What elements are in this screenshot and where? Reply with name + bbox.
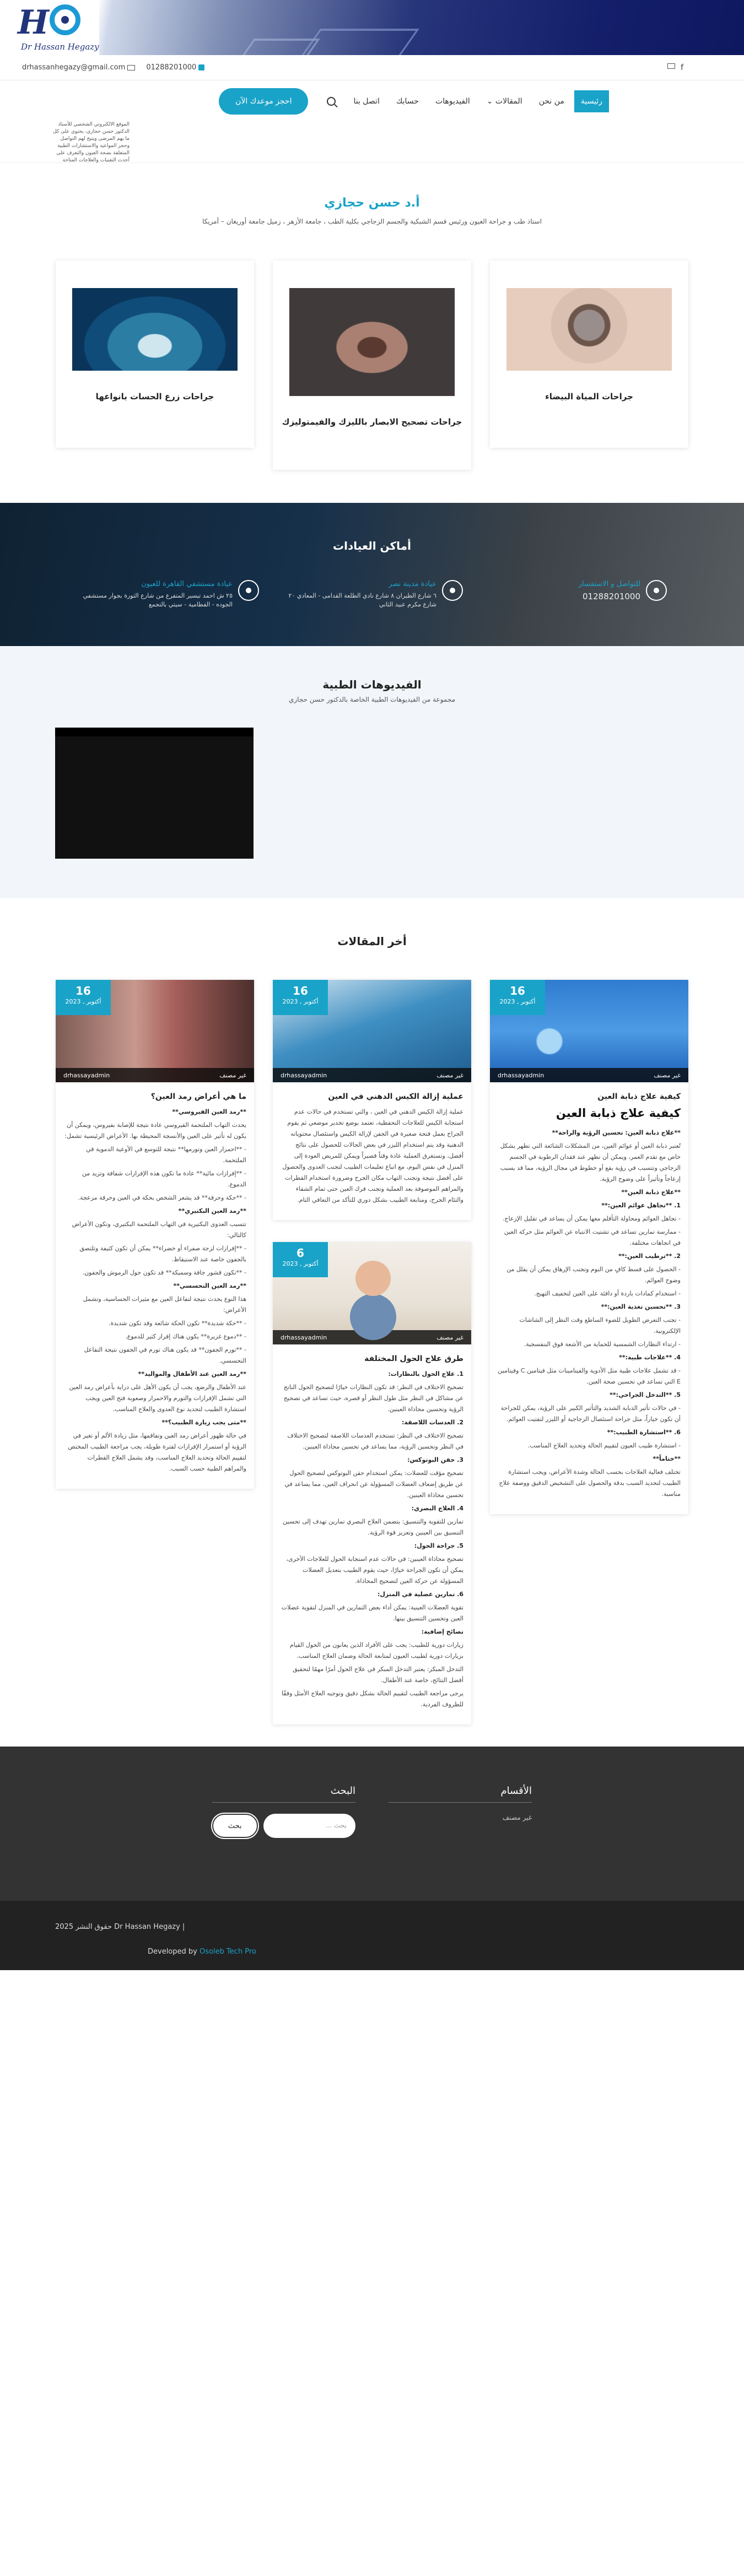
article-paragraph: تصحيح محاذاة العينين: في حالات عدم استجابة الحول للعلاجات الأخرى، يمكن أن تكون الجراحة خيارًا، حيث يقوم الطبيب بتعديل العضلات المسؤولة عن حركة العين لتصحيح المحاذاة. (286, 1555, 463, 1585)
nav-item-articles[interactable] (480, 90, 529, 112)
clinic-title: عيادة مدينة نصر (389, 580, 436, 588)
service-title: جراحات تصحيح الابصار بالليزك والفيمتوليزك (282, 417, 462, 427)
services-grid (0, 247, 744, 503)
article-paragraph: 4. العلاج البصري: (411, 1505, 463, 1512)
clinics-section (0, 503, 744, 646)
lens-image (72, 288, 238, 371)
article-paragraph: تختلف فعالية العلاجات بحسب الحالة وشدة الأعراض، ويجب استشارة الطبيب لتحديد السبب بدقة والحصول على التشخيص الدقيق ووصفة علاج مناسبة. (499, 1468, 681, 1498)
article-paragraph: في حالة ظهور أعراض رمد العين وتفاقمها، مثل زيادة الألم أو تغير في الرؤية أو استمرار الإفرازات لفترة طويلة، يجب مراجعة الطبيب المختص لتقييم الحالة وتحديد العلاج المناسب، وقد يشمل العلاج القطرات والمراهم الطبية حسب السبب. (68, 1432, 246, 1472)
email-contact[interactable] (22, 63, 135, 72)
facebook-icon[interactable]: f (681, 63, 683, 72)
date-month: أكتوبر , 2023 (499, 998, 536, 1005)
service-card-lens[interactable] (56, 261, 254, 448)
article-image (273, 980, 471, 1082)
videos-subtitle: مجموعة من الفيديوهات الطبية الخاصة بالدكتور حسن حجازي (288, 696, 456, 703)
article-paragraph: - الحصول على قسط كافٍ من النوم وتجنب الإرهاق يمكن أن يقلل من وضوح العوائم. (506, 1266, 681, 1284)
banner-decoration (297, 29, 419, 55)
phone-contact[interactable] (146, 63, 204, 72)
article-paragraph: هذا النوع يحدث نتيجة لتفاعل العين مع مثيرات الحساسية، وتشمل الأعراض: (83, 1295, 246, 1314)
site-description: الموقع الالكتروني الشخصي للأستاذ الدكتور حسن حجازي، يحتوي على كل ما يهم المرضى ويتيح لهم التواصل وحجز المواعيد والاستشارات الطبية المتعلقة بصحة العيون والتعرف على أحدث التقنيات والعلاجات المتاحة (53, 122, 130, 163)
article-paragraph: **علاج ذبابة العين: تحسين الرؤية والراحة** (552, 1129, 681, 1136)
article-author[interactable]: drhassayadmin (281, 1333, 327, 1341)
article-title[interactable]: ما هي أعراض رمد العين؟ (150, 1092, 246, 1101)
article-heading: كيفية علاج ذبابة العين (556, 1107, 681, 1120)
footer (0, 1747, 744, 1901)
date-day: 6 (296, 1246, 304, 1260)
article-paragraph: 1. **تجاهل عوائم العين:** (601, 1202, 681, 1209)
date-badge (273, 980, 328, 1015)
article-paragraph: - ارتداء النظارات الشمسية للحماية من الأشعة فوق البنفسجية. (524, 1341, 681, 1348)
videos-section (0, 646, 744, 898)
article-author[interactable]: drhassayadmin (498, 1071, 544, 1079)
clinic-title: للتواصل و الاستفسار (578, 580, 640, 588)
eye-logo-icon (50, 4, 80, 35)
doctor-name: أ.د حسن حجازي (324, 196, 420, 210)
article-paragraph: تصحيح الاختلاف في النظر: قد تكون النظارات خيارًا لتصحيح الحول الناتج عن مشاكل في النظر مثل طول النظر أو قصره، حيث تساعد في تصحيح الرؤية وتحسين محاذاة العينين. (283, 1384, 463, 1413)
developer-credit (0, 1948, 744, 1956)
article-paragraph: **متى يجب زيارة الطبيب؟** (161, 1419, 246, 1426)
email-text: drhassanhegazy@gmail.com (22, 63, 126, 72)
article-paragraph: 5. جراحة الحول: (414, 1542, 463, 1549)
navbar (0, 80, 744, 163)
article-paragraph: - استخدام كمادات باردة أو دافئة على العين لتخفيف التهيج. (534, 1290, 681, 1297)
logo-mark: H (18, 3, 49, 42)
article-image (273, 1242, 471, 1344)
date-month: أكتوبر , 2023 (282, 1260, 319, 1267)
developed-by-label: Developed by (148, 1948, 197, 1956)
video-player[interactable] (55, 728, 254, 859)
article-paragraphs (281, 1107, 463, 1206)
hero-section (0, 163, 744, 247)
article-paragraph: - استشارة طبيب العيون لتقييم الحالة وتحديد العلاج المناسب. (527, 1442, 681, 1449)
copyright-bar (0, 1901, 744, 1970)
date-badge (490, 980, 545, 1015)
mail-icon[interactable] (667, 63, 675, 69)
article-paragraph: تمارين للتقوية والتنسيق: يتضمن العلاج البصري تمارين تهدف إلى تحسين التنسيق بين العينين وتعزيز قوة الرؤية. (283, 1518, 463, 1536)
nav-item-contact[interactable]: اتصل بنا (353, 97, 380, 106)
article-paragraph: - **تورم الجفون** قد يكون هناك تورم في الجفون نتيجة التفاعل التحسسي. (84, 1346, 246, 1364)
article-card[interactable] (56, 980, 254, 1489)
article-paragraphs (498, 1127, 681, 1500)
footer-categories-title: الأقسام (389, 1785, 532, 1803)
article-paragraph: **رمد العين البكتيري** (178, 1207, 246, 1214)
article-meta (490, 1068, 688, 1082)
clinic-nasr-city (281, 580, 463, 609)
article-category[interactable]: غير مصنف (436, 1333, 463, 1341)
article-author[interactable]: drhassayadmin (63, 1071, 110, 1079)
article-paragraph: 4. **علاجات طبية:** (619, 1354, 681, 1361)
date-day: 16 (76, 984, 91, 997)
clinic-address: ٦ شارع الطيران ٨ شارع نادي الطلعة القدامى - المعادي ٢٠ شارع مكرم عبيد الثاني (288, 592, 436, 608)
article-paragraph: - **إفرازات لزجة صفراء أو خضراء** يمكن أن تكون كثيفة وتلتصق بالجفون خاصة عند الاستيقاظ. (79, 1245, 246, 1263)
article-paragraph: - **حكة وحرقة** قد يشعر الشخص بحكة في العين وحرقة مزعجة. (78, 1194, 246, 1201)
copyright-text: حقوق النشر 2025 Dr Hassan Hegazy | (55, 1923, 185, 1931)
service-title: جراحات زرع الحسات بانواعها (95, 392, 214, 402)
article-paragraph: **رمد العين الفيروسي** (172, 1108, 246, 1115)
location-pin-icon (238, 580, 259, 601)
article-paragraph: تُعتبر ذبابة العين أو عوائم العين، من المشكلات الشائعة التي تظهر بشكل خاص مع تقدم العمر، ويمكن أن تظهر عند فقدان الرطوبة في الجسم الزجاجي وتتسبب في رؤية بقع أو خطوط في مجال الرؤية، مما قد يسبب إزعاجاً وتأثيراً على وضوح الرؤية. (500, 1142, 681, 1183)
footer-search (212, 1785, 355, 1838)
articles-section (0, 898, 744, 1747)
article-paragraph: يرجى مراجعة الطبيب لتقييم الحالة بشكل دقيق وتوجيه العلاج الأمثل وفقًا للظروف الفردية. (282, 1690, 463, 1708)
articles-title: أخر المقالات (337, 935, 407, 948)
article-paragraph: تصحيح مؤقت للعضلات: يمكن استخدام حقن البوتوكس لتصحيح الحول عن طريق إضعاف العضلات المسؤولة عن انحراف العين، مما يساعد في تحسين محاذاة العينين. (284, 1469, 463, 1499)
article-paragraph: - تجنب التعرض الطويل للضوء الساطع وقت النظر إلى الشاشات الإلكترونية. (519, 1316, 681, 1335)
article-category[interactable]: غير مصنف (654, 1071, 681, 1079)
nav-item-about[interactable]: من نحن (538, 97, 564, 106)
article-paragraphs (281, 1369, 463, 1710)
location-pin-icon (646, 580, 667, 601)
article-paragraph: عملية إزالة الكيس الدهني في العين ، والتي تستخدم في حالات عدم استجابة الكيس للعلاجات التحفظية، تعتمد بوضع تخدير موضعي ثم يقوم الجراح بعمل فتحة صغيرة في الجفن لإزالة الكيس واستئصال محتوياته الدهنية وقد يتم استخدام الليزر في بعض الحالات للحصول على نتائج أفضل، وتستغرق العملية عادة وقتاً قصيراً ويمكن للمريض العودة إلى المنزل في نفس اليوم، مع اتباع تعليمات الطبيب لتجنب العدوى والحصول على أفضل نتيجة وتجنب التهاب مكان الجرح وضرورة استخدام القطرات والمراهم الموصوفة بعد العملية وتجنب فرك العين حتى تمام الشفاء والتئام الجرح، ومتابعة الطبيب بشكل دوري للتأكد من التعافي التام. (282, 1108, 463, 1203)
article-paragraph: - في حالات تأثير الذبابة الشديد والتأثير الكبير على الرؤية، يمكن للجراحة أن تكون خياراً، مثل جراحة استئصال الزجاجية أو الليزر لتفتيت العوائم. (500, 1404, 681, 1423)
service-card-cataract[interactable] (490, 261, 688, 448)
article-meta (56, 1068, 254, 1082)
search-input[interactable]: بحث ... (263, 1814, 355, 1838)
article-paragraph: عند الأطفال والرضع، يجب أن يكون الأهل على دراية بأعراض رمد العين التي تشمل الإفرازات والتورم والاحمرار وصعوبة فتح العين ويجب استشارة الطبيب لتحديد نوع العدوى والعلاج المناسب. (69, 1384, 246, 1413)
article-body (490, 1082, 688, 1514)
article-paragraph: - **حكة شديدة** تكون الحكة شائعة وقد تكون شديدة. (109, 1320, 246, 1327)
nav-item-articles-label: المقالات (495, 97, 522, 106)
chevron-down-icon: ⌄ (486, 97, 493, 106)
search-button[interactable]: بحث (212, 1814, 258, 1838)
article-paragraph: - ممارسة تمارين تساعد في تشتيت الانتباه عن العوائم مثل حركة العين في اتجاهات مختلفة. (504, 1228, 681, 1246)
service-card-lasik[interactable] (273, 261, 471, 470)
article-image (56, 980, 254, 1082)
clinic-address: ٢٥ ش احمد تيسير المتفرع من شارع الثورة بجوار مستشفي الجوده - القطامية - سيتي بالتجمع (83, 592, 233, 608)
article-title[interactable]: طرق علاج الحول المختلفة (364, 1354, 463, 1363)
clinic-phone[interactable]: 01288201000 (583, 592, 640, 601)
clinic-contact (485, 580, 667, 609)
article-paragraph: 3. حقن البوتوكس: (407, 1456, 463, 1463)
article-paragraph: - قد تشمل علاجات طبية مثل الأدوية والفيتامينات مثل فيتامين C وفيتامين E التي تساعد في تحسين صحة العين. (498, 1367, 681, 1385)
developer-link[interactable]: Osoleb Tech Pro (200, 1948, 256, 1956)
logo-name: Dr Hassan Hegazy (21, 42, 99, 52)
article-paragraph: - **تكون قشور جافة وسميكة** قد تكون حول الرموش والجفون. (82, 1269, 246, 1276)
clinic-cairo-eye (77, 580, 259, 609)
article-body (56, 1082, 254, 1489)
article-paragraphs (63, 1107, 246, 1474)
doctor-bio: استاذ طب و جراحة العيون ورئيس قسم الشبكية والجسم الزجاجي بكلية الطب ، جامعة الأزهر ، زميل جامعة أوريغان – أمريكا (202, 218, 542, 225)
date-badge (56, 980, 111, 1015)
date-month: أكتوبر , 2023 (282, 998, 319, 1005)
date-day: 16 (293, 984, 308, 997)
nav-item-videos[interactable]: الفيديوهات (435, 97, 470, 106)
article-card[interactable] (273, 980, 471, 1220)
site-logo[interactable] (6, 0, 99, 55)
videos-title: الفيديوهات الطبية (322, 678, 422, 691)
book-appointment-button[interactable]: احجز موعدك الآن (219, 88, 308, 115)
contact-bar (0, 55, 744, 80)
phone-text: 01288201000 (146, 63, 197, 72)
cataract-image (506, 288, 672, 371)
article-paragraph: 6. **استشارة الطبيب:** (607, 1429, 681, 1436)
article-paragraph: 5. **التدخل الجراحي:** (610, 1391, 681, 1398)
date-badge (273, 1242, 328, 1277)
article-paragraph: **ختاماً** (653, 1455, 681, 1462)
article-paragraph: - **دموع غزيرة** يكون هناك إفراز كثير للدموع. (125, 1333, 246, 1340)
date-day: 16 (510, 984, 525, 997)
article-paragraph: زيارات دورية للطبيب: يجب على الأفراد الذين يعانون من الحول القيام بزيارات دورية لطبيب العيون لمتابعة الحالة وضمان العلاج المناسب. (289, 1641, 463, 1660)
article-meta (273, 1068, 471, 1082)
article-paragraph: - **إفرازات مائية** عادة ما تكون هذه الإفرازات شفافة وتزيد من الدموع. (82, 1170, 246, 1188)
article-paragraph: 6. تمارين عضلية في المنزل: (377, 1591, 463, 1598)
article-card[interactable] (490, 980, 688, 1514)
search-icon[interactable] (327, 97, 336, 106)
phone-icon (198, 64, 204, 70)
clinics-title: أماكن العيادات (333, 539, 411, 552)
article-author[interactable]: drhassayadmin (281, 1071, 327, 1079)
nav-item-home[interactable]: رئيسية (574, 90, 609, 112)
article-paragraph: **رمد العين عند الأطفال والمواليد** (138, 1370, 246, 1378)
article-paragraph: 2. العدسات اللاصقة: (402, 1419, 463, 1426)
article-title[interactable]: كيفية علاج ذبابة العين (597, 1092, 681, 1101)
article-paragraph: نصائح إضافية: (421, 1628, 463, 1635)
article-body (273, 1082, 471, 1220)
article-paragraph: - **احمرار العين وتورمها** نتيجة للتوسع في الأوعية الدموية في الملتحمة. (86, 1146, 246, 1164)
article-meta (273, 1330, 471, 1344)
article-paragraph: - تجاهل العوائم ومحاولة التأقلم معها يمكن أن يساعد في تقليل الإزعاج. (502, 1215, 681, 1222)
clinic-title: عيادة مستشفي القاهرة للعيون (141, 580, 233, 588)
lasik-image (289, 288, 455, 396)
article-paragraph: التدخل المبكر: يعتبر التدخل المبكر في علاج الحول أمرًا مهمًا لتحقيق أفضل النتائج، خاصة عند الأطفال. (293, 1666, 463, 1684)
article-image (490, 980, 688, 1082)
nav-item-account[interactable]: حسابك (396, 97, 419, 106)
article-paragraph: 1. علاج الحول بالنظارات: (388, 1370, 463, 1378)
article-category[interactable]: غير مصنف (219, 1071, 246, 1079)
footer-search-title: البحث (212, 1785, 355, 1803)
article-paragraph: تتسبب العدوى البكتيرية في التهاب الملتحمة البكتيري، وتكون الأعراض كالتالي: (72, 1221, 246, 1239)
article-paragraph: **علاج ذبابة العين** (621, 1189, 681, 1196)
article-paragraph: 3. **تحسين تغذية العين:** (601, 1303, 681, 1310)
article-paragraph: 2. **ترطيب العين:** (618, 1252, 681, 1260)
top-banner (0, 0, 744, 55)
mail-icon (127, 65, 135, 70)
article-paragraph: تصحيح الاختلاف في النظر: تستخدم العدسات اللاصقة لتصحيح الاختلاف في النظر وتحسين الرؤية، مما يساعد في تحسين محاذاة العينين. (287, 1432, 463, 1450)
location-pin-icon (442, 580, 463, 601)
article-title[interactable]: عملية إزالة الكيس الدهني في العين (328, 1092, 463, 1101)
article-body (273, 1344, 471, 1724)
footer-categories (389, 1785, 532, 1838)
article-card[interactable] (273, 1242, 471, 1724)
article-category[interactable]: غير مصنف (436, 1071, 463, 1079)
service-title: جراحات المياة البيضاء (545, 392, 633, 402)
footer-category-link[interactable]: غير مصنف (502, 1814, 532, 1821)
article-paragraph: يحدث التهاب الملتحمة الفيروسي عادة نتيجة للإصابة بفيروس، ويمكن أن يكون له تأثير على العين والأنسجة المحيطة بها. الأعراض الرئيسية تشمل: (64, 1121, 246, 1140)
article-paragraph: **رمد العين التحسسي** (173, 1282, 246, 1289)
date-month: أكتوبر , 2023 (65, 998, 101, 1005)
article-paragraph: تقوية العضلات العينية: يمكن أداء بعض التمارين في المنزل لتقوية عضلات العين وتحسين التنسيق بينها. (281, 1604, 463, 1622)
main-menu (219, 88, 609, 115)
